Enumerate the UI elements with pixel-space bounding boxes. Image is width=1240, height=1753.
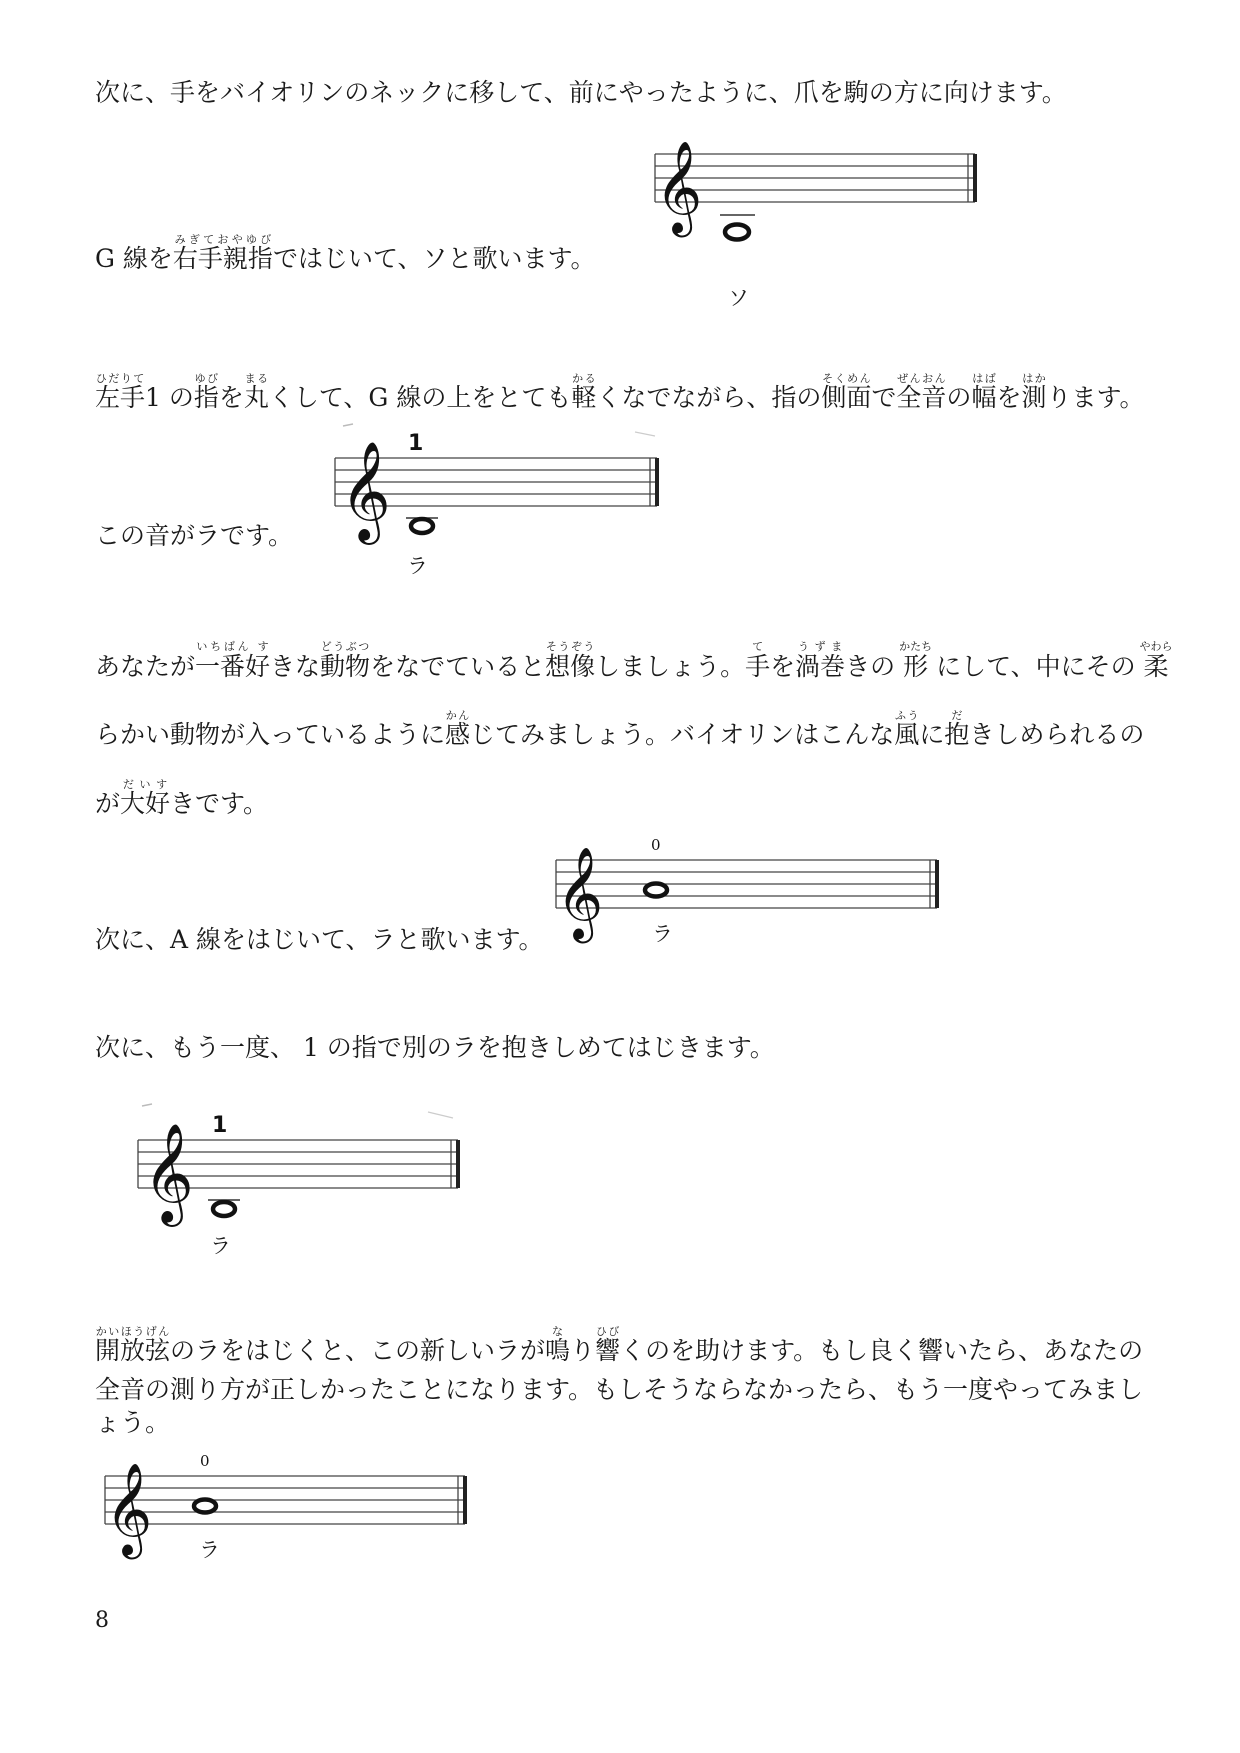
- text-run: をなでていると: [370, 652, 546, 681]
- text-run: くして、G 線の上をとても: [268, 383, 572, 412]
- paragraph-open-string: [95, 1325, 1143, 1368]
- ruby-word: 動物どうぶつ: [320, 640, 371, 681]
- text-run: に: [919, 720, 945, 749]
- ruby-word: 抱だ: [944, 709, 970, 749]
- text-run: きしめられるの: [969, 720, 1145, 749]
- music-staff-sol: [655, 128, 985, 310]
- text-run: あなたが: [95, 652, 196, 681]
- ruby-word: 右手親指みぎておやゆび: [172, 233, 273, 273]
- finger-number: 1: [408, 431, 424, 456]
- text-run: が: [95, 789, 121, 818]
- ruby-word: 響ひび: [595, 1325, 621, 1365]
- text-run: ではじいて、ソと歌います。: [272, 244, 596, 273]
- paragraph-g-string: [95, 233, 595, 276]
- finger-number: 1: [212, 1113, 228, 1138]
- ruby-word: 一番好いちばん す: [195, 640, 271, 681]
- ruby-word: 指ゆび: [193, 372, 219, 412]
- text-run: を: [996, 383, 1022, 412]
- text-run: きの: [845, 652, 904, 681]
- ruby-word: 渦巻うずま: [795, 640, 846, 681]
- whole-note: [194, 1500, 216, 1513]
- note-name-label: ソ: [728, 286, 749, 310]
- note-name-label: ラ: [199, 1538, 220, 1562]
- music-staff-la-open: [556, 836, 946, 946]
- whole-note: [213, 1202, 235, 1216]
- text-run: のラをはじくと、この新しいラが: [170, 1336, 546, 1365]
- treble-clef-icon: 𝄞: [143, 1123, 194, 1223]
- ruby-word: 測はか: [1021, 372, 1047, 412]
- text-run: ります。: [1046, 383, 1145, 412]
- ruby-word: 形かたち: [899, 640, 933, 681]
- ruby-word: 左手ひだりて: [95, 372, 146, 412]
- text-run: しましょう。: [595, 652, 746, 681]
- text-run: 1 の: [145, 383, 194, 412]
- text-run: で: [871, 383, 897, 412]
- text-run: きです。: [170, 789, 269, 818]
- text-run: を: [770, 652, 796, 681]
- paragraph-whole-tone-check: 全音の測り方が正しかったことになります。もしそうならなかったら、もう一度やってみまし: [95, 1375, 1144, 1404]
- ruby-word: 柔やわら: [1139, 640, 1173, 681]
- text-run: を: [218, 383, 244, 412]
- paragraph-imagine-line2: [95, 709, 1144, 752]
- ruby-word: 幅はば: [971, 372, 997, 412]
- music-staff-la-finger1-repeat: [138, 1098, 468, 1258]
- treble-clef-icon: 𝄞: [340, 441, 391, 541]
- note-name-label: ラ: [210, 1234, 231, 1258]
- ruby-word: 想像そうぞう: [545, 640, 596, 681]
- music-staff-la-open-repeat: [105, 1448, 475, 1562]
- paragraph-imagine-line3: [95, 778, 268, 821]
- note-name-label: ラ: [652, 922, 673, 946]
- music-staff-la-finger1: [335, 418, 665, 578]
- text-run: の: [946, 383, 972, 412]
- paragraph-finger-one-again: 次に、もう一度、 1 の指で別のラを抱きしめてはじきます。: [95, 1033, 775, 1062]
- text-run: にして、中にその: [928, 652, 1144, 681]
- note-name-label: ラ: [407, 554, 428, 578]
- ruby-word: 風ふう: [894, 709, 920, 749]
- text-run: じてみましょう。バイオリンはこんな: [470, 720, 895, 749]
- text-run: くのを助けます。もし良く響いたら、あなたの: [620, 1336, 1144, 1365]
- treble-clef-icon: 𝄞: [556, 846, 604, 939]
- ruby-word: 全音ぜんおん: [896, 372, 947, 412]
- whole-note: [725, 225, 749, 240]
- paragraph-whole-tone-check-end: ょう。: [95, 1408, 171, 1437]
- text-run: G 線を: [95, 244, 173, 273]
- ruby-word: 軽かる: [571, 372, 597, 412]
- text-run: らかい動物が入っているように: [95, 720, 446, 749]
- ruby-word: 鳴な: [545, 1325, 571, 1365]
- ruby-word: 大好だいす: [120, 778, 171, 818]
- ruby-word: 丸まる: [243, 372, 269, 412]
- paragraph-left-hand: [95, 372, 1145, 415]
- text-run: り: [570, 1336, 596, 1365]
- paragraph-imagine-line1: [95, 640, 1173, 684]
- text-run: くなでながら、指の: [596, 383, 822, 412]
- ruby-word: 感かん: [445, 709, 471, 749]
- paragraph-this-is-la: この音がラです。: [95, 521, 294, 550]
- paragraph-a-string: 次に、A 線をはじいて、ラと歌います。: [95, 925, 544, 954]
- ruby-word: 側面そくめん: [821, 372, 872, 412]
- ruby-word: 開放弦かいほうげん: [95, 1325, 171, 1365]
- page-number: 8: [95, 1608, 109, 1633]
- ruby-word: 手て: [745, 640, 771, 681]
- finger-number: 0: [200, 1452, 210, 1470]
- whole-note: [411, 519, 433, 533]
- paragraph-intro: 次に、手をバイオリンのネックに移して、前にやったように、爪を駒の方に向けます。: [95, 78, 1067, 107]
- whole-note: [645, 884, 667, 897]
- treble-clef-icon: 𝄞: [105, 1462, 153, 1555]
- finger-number: 0: [651, 836, 661, 854]
- text-run: きな: [270, 652, 321, 681]
- treble-clef-icon: 𝄞: [655, 140, 703, 233]
